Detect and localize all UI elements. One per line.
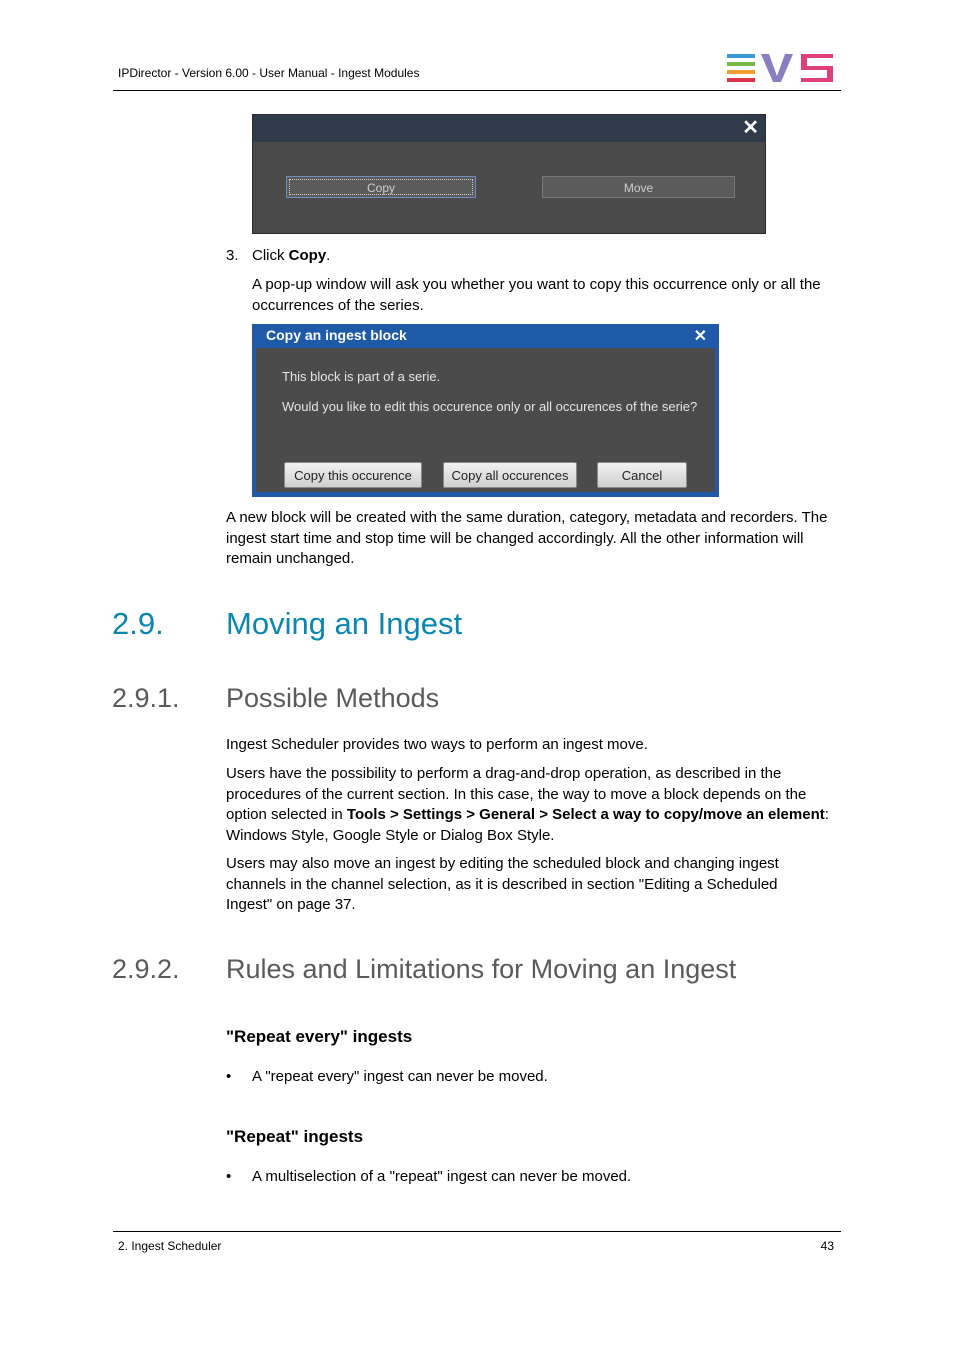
step-text-suffix: . — [326, 247, 331, 264]
step-number: 3. — [226, 247, 239, 264]
bullet-icon: • — [226, 1068, 232, 1085]
rule-bullet-repeat-every: A "repeat every" ingest can never be moved. — [252, 1068, 548, 1085]
subsection-number: 2.9.2. — [112, 954, 180, 984]
step-text-prefix: Click — [252, 247, 289, 264]
methods-p2-menu-path: Tools > Settings > General > Select a way to copy/move an element — [346, 806, 825, 823]
methods-paragraph-3: Users may also move an ingest by editing the scheduled block and changing ingest channels in the channel selection, as it is described in section "Editing a Scheduled Ingest" on page 37. — [226, 855, 779, 913]
section-number: 2.9. — [112, 606, 164, 641]
dialog-title: Copy an ingest block — [266, 327, 407, 343]
cancel-button[interactable]: Cancel — [597, 462, 687, 488]
header-rule — [113, 90, 841, 91]
subsection-title: Possible Methods — [226, 683, 440, 713]
rule-heading-repeat-every: "Repeat every" ingests — [226, 1027, 413, 1046]
methods-paragraph-2 — [226, 764, 836, 846]
move-button[interactable]: Move — [542, 176, 735, 198]
section-heading — [112, 606, 463, 642]
step-text — [252, 246, 330, 267]
step-description: A pop-up window will ask you whether you want to copy this occurrence only or all the occurrences of the series. — [252, 276, 821, 314]
close-icon[interactable]: ✕ — [742, 117, 759, 139]
copy-all-occurences-button[interactable]: Copy all occurences — [443, 462, 577, 488]
copy-move-dialog — [252, 114, 766, 234]
dialog-message-2: Would you like to edit this occurence only or all occurences of the serie? — [282, 399, 698, 414]
methods-p2-text: Users have the possibility to perform a drag-and-drop operation, as described in the procedures of the current section. In this case, the way to move a block depends on the option selected in — [226, 765, 807, 823]
section-title: Moving an Ingest — [226, 606, 463, 641]
subsection-number: 2.9.1. — [112, 683, 180, 713]
step-text-bold: Copy — [288, 247, 327, 264]
page-number: 43 — [820, 1239, 834, 1253]
methods-paragraph-1: Ingest Scheduler provides two ways to perform an ingest move. — [226, 736, 648, 753]
subsection-heading-methods — [112, 683, 440, 714]
copy-this-occurence-button[interactable]: Copy this occurence — [284, 462, 422, 488]
subsection-heading-rules — [112, 954, 737, 985]
footer-rule — [113, 1231, 841, 1232]
copy-ingest-block-dialog — [252, 324, 719, 497]
dialog-body — [256, 348, 715, 492]
bullet-icon: • — [226, 1168, 232, 1185]
rule-bullet-repeat: A multiselection of a "repeat" ingest can never be moved. — [252, 1168, 632, 1185]
footer-chapter: 2. Ingest Scheduler — [118, 1239, 222, 1253]
paragraph-new-block: A new block will be created with the same duration, category, metadata and recorders. The ingest start time and stop time will be changed accordingly. All the other information will remain unchanged. — [226, 509, 828, 567]
copy-button[interactable]: Copy — [286, 176, 476, 198]
subsection-title: Rules and Limitations for Moving an Ingest — [226, 954, 737, 984]
dialog-message-1: This block is part of a serie. — [282, 369, 441, 384]
methods-p2-text-end: : Windows Style, Google Style or Dialog Box Style. — [226, 806, 829, 844]
close-icon[interactable]: ✕ — [693, 328, 707, 345]
evs-logo — [727, 54, 833, 82]
running-header: IPDirector - Version 6.00 - User Manual - Ingest Modules — [118, 66, 420, 80]
dialog-titlebar — [253, 115, 765, 142]
rule-heading-repeat: "Repeat" ingests — [226, 1127, 364, 1146]
